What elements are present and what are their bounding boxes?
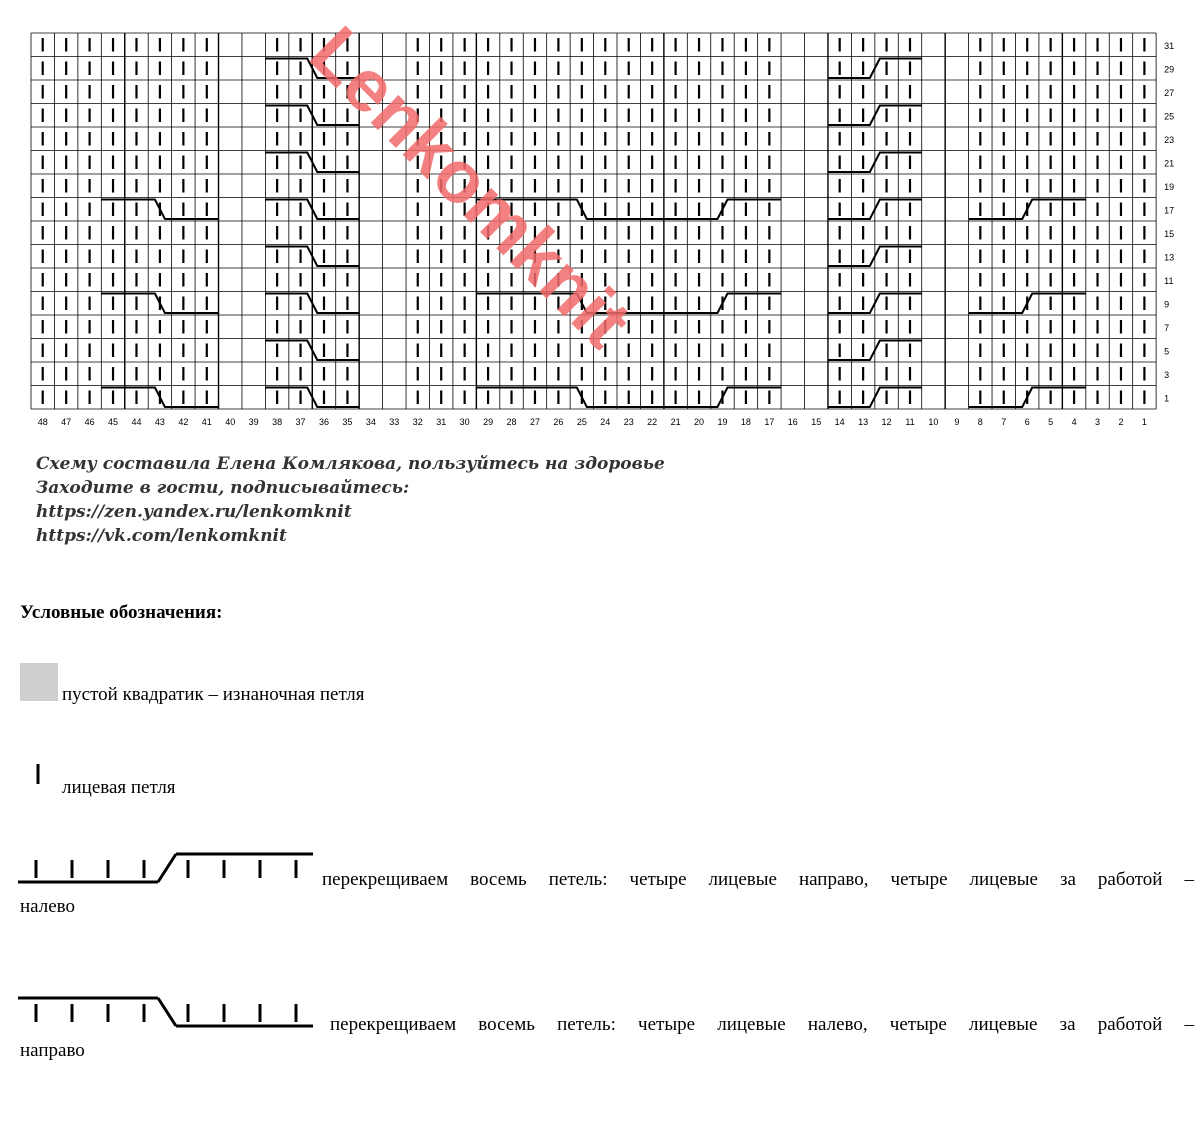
cable-crossing-mark — [101, 200, 218, 220]
column-label: 4 — [1071, 417, 1077, 427]
cable-right-icon — [18, 848, 318, 888]
column-label: 12 — [881, 417, 892, 427]
credits-link-zen[interactable]: https://zen.yandex.ru/lenkomknit — [36, 502, 352, 522]
credits-author: Схему составила Елена Комлякова, пользуйтесь на здоровье — [36, 454, 665, 474]
column-label: 6 — [1024, 417, 1030, 427]
column-label: 15 — [811, 417, 822, 427]
column-label: 37 — [295, 417, 306, 427]
row-label: 19 — [1164, 181, 1175, 192]
row-label: 7 — [1164, 322, 1170, 333]
cable-crossing-mark — [476, 200, 687, 220]
legend-knit-text: лицевая петля — [62, 777, 176, 798]
column-label: 25 — [576, 417, 587, 427]
column-label: 29 — [483, 417, 494, 427]
row-label: 3 — [1164, 369, 1170, 380]
row-label: 31 — [1164, 40, 1175, 51]
cable-crossing-mark — [969, 200, 1086, 220]
column-label: 28 — [506, 417, 517, 427]
cable-crossing-mark — [969, 388, 1086, 408]
column-label: 40 — [225, 417, 236, 427]
column-label: 44 — [131, 417, 142, 427]
knitting-chart — [0, 0, 1200, 440]
credits-link-vk[interactable]: https://vk.com/lenkomknit — [36, 526, 287, 546]
column-label: 35 — [342, 417, 353, 427]
column-label: 1 — [1141, 417, 1147, 427]
cable-crossing-mark — [476, 294, 687, 314]
row-label: 11 — [1164, 275, 1174, 286]
column-label: 17 — [764, 417, 775, 427]
column-label: 32 — [412, 417, 423, 427]
purl-swatch-icon — [20, 663, 58, 701]
column-label: 39 — [248, 417, 259, 427]
column-label: 10 — [928, 417, 939, 427]
column-label: 9 — [954, 417, 960, 427]
row-label: 23 — [1164, 134, 1175, 145]
legend-purl-text: пустой квадратик – изнаночная петля — [62, 684, 365, 705]
row-label: 9 — [1164, 299, 1170, 310]
cable-crossing-mark — [664, 294, 781, 314]
column-label: 18 — [740, 417, 751, 427]
column-label: 22 — [647, 417, 658, 427]
column-label: 38 — [272, 417, 283, 427]
column-label: 30 — [459, 417, 470, 427]
row-label: 27 — [1164, 87, 1175, 98]
column-label: 7 — [1001, 417, 1007, 427]
cable-crossing-mark — [101, 294, 218, 314]
cable-crossing-mark — [664, 388, 781, 408]
column-label: 21 — [670, 417, 681, 427]
column-label: 24 — [600, 417, 611, 427]
legend-title: Условные обозначения: — [20, 602, 223, 623]
legend-cable-right-text: перекрещиваем восемь петель: четыре лицевые направо, четыре лицевые за работой – — [322, 869, 1194, 890]
row-label: 21 — [1164, 158, 1175, 169]
cable-left-icon — [18, 992, 318, 1032]
column-label: 16 — [787, 417, 798, 427]
column-label: 48 — [37, 417, 48, 427]
row-label: 13 — [1164, 252, 1175, 263]
column-label: 3 — [1095, 417, 1101, 427]
column-label: 26 — [553, 417, 564, 427]
legend-cable-left-text: перекрещиваем восемь петель: четыре лицевые налево, четыре лицевые за работой – — [330, 1014, 1194, 1035]
column-label: 19 — [717, 417, 728, 427]
credits-invite: Заходите в гости, подписывайтесь: — [36, 478, 410, 498]
cable-crossing-mark — [969, 294, 1086, 314]
column-label: 43 — [154, 417, 165, 427]
cable-crossing-mark — [476, 388, 687, 408]
column-label: 5 — [1048, 417, 1054, 427]
row-label: 25 — [1164, 111, 1175, 122]
column-label: 34 — [365, 417, 376, 427]
legend-cable-right-tail: налево — [20, 896, 76, 917]
column-label: 42 — [178, 417, 189, 427]
cable-crossing-mark — [664, 200, 781, 220]
column-label: 45 — [108, 417, 119, 427]
column-label: 13 — [858, 417, 869, 427]
column-label: 27 — [529, 417, 540, 427]
column-label: 2 — [1118, 417, 1124, 427]
column-label: 14 — [834, 417, 845, 427]
cable-crossing-mark — [101, 388, 218, 408]
column-label: 20 — [694, 417, 705, 427]
column-label: 23 — [623, 417, 634, 427]
column-label: 47 — [61, 417, 72, 427]
watermark-text: Lenkomknit — [294, 10, 648, 363]
row-label: 1 — [1164, 393, 1170, 404]
credits-block — [36, 452, 665, 548]
column-label: 46 — [84, 417, 95, 427]
column-label: 41 — [201, 417, 212, 427]
row-label: 5 — [1164, 346, 1170, 357]
column-label: 36 — [318, 417, 330, 427]
row-label: 15 — [1164, 228, 1175, 239]
column-label: 11 — [905, 417, 915, 427]
column-label: 33 — [389, 417, 400, 427]
column-label: 31 — [436, 417, 447, 427]
legend-cable-left-tail: направо — [20, 1040, 85, 1061]
knit-stitch-icon — [30, 760, 50, 790]
column-label: 8 — [977, 417, 983, 427]
row-label: 17 — [1164, 205, 1175, 216]
row-label: 29 — [1164, 64, 1175, 75]
